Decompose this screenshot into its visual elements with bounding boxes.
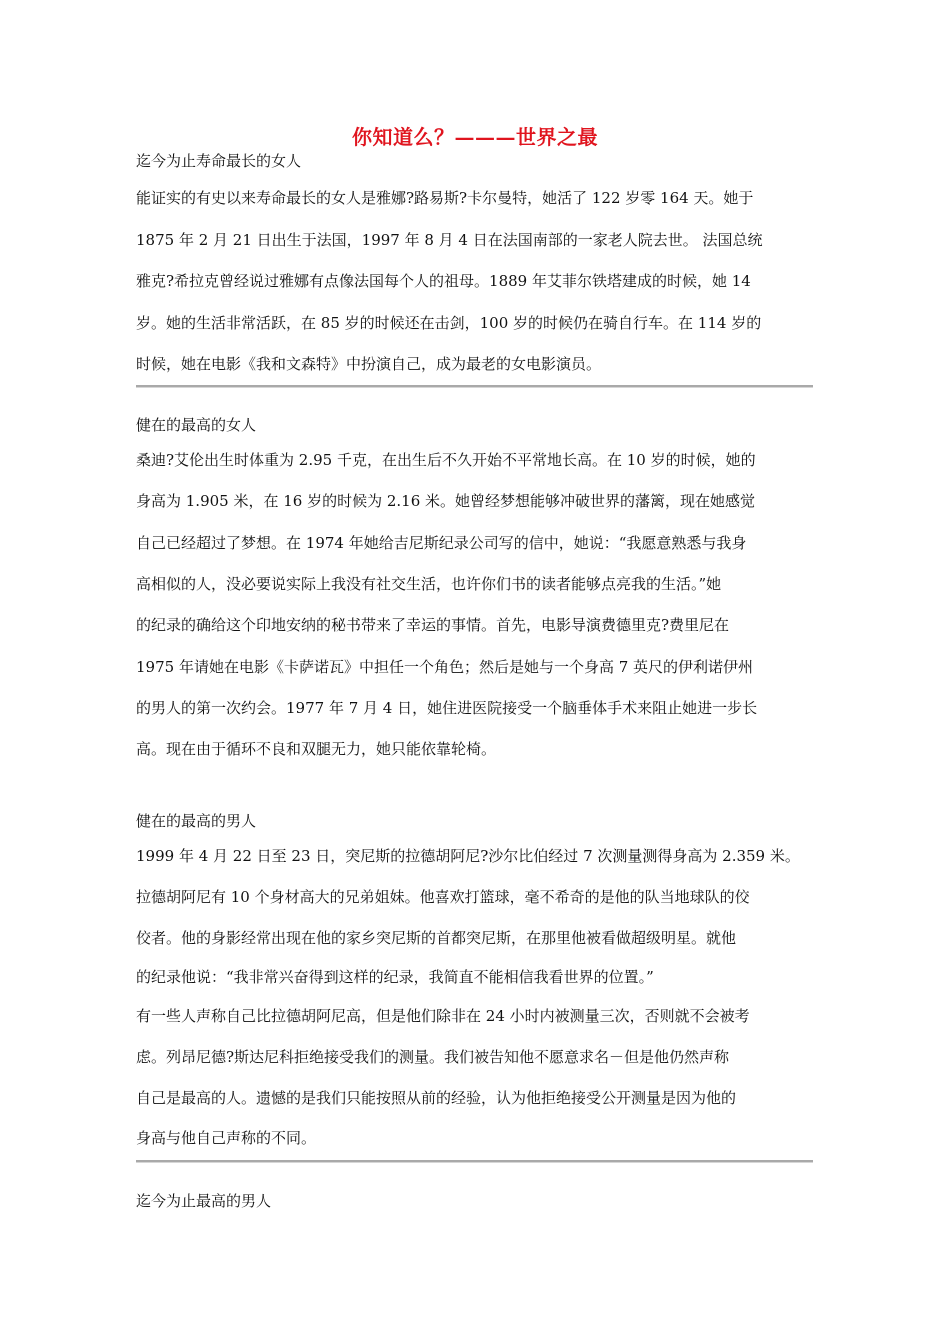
paragraph-line: 1999 年 4 月 22 日至 23 日，突尼斯的拉德胡阿尼?沙尔比伯经过 7 次测量测得身高为 2.359 米。 [136, 847, 800, 865]
paragraph-line: 身高为 1.905 米，在 16 岁的时候为 2.16 米。她曾经梦想能够冲破世界的藩篱，现在她感觉 [136, 492, 756, 510]
paragraph-line: 自己是最高的人。遗憾的是我们只能按照从前的经验，认为他拒绝接受公开测量是因为他的 [136, 1089, 737, 1107]
paragraph-line: 桑迪?艾伦出生时体重为 2.95 千克，在出生后不久开始不平常地长高。在 10 岁的时候，她的 [136, 451, 756, 469]
paragraph-line: 的男人的第一次约会。1977 年 7 月 4 日，她住进医院接受一个脑垂体手术来阻止她进一步长 [136, 699, 758, 717]
paragraph-line: 自己已经超过了梦想。在 1974 年她给吉尼斯纪录公司写的信中，她说：“我愿意熟悉与我身 [136, 534, 747, 552]
paragraph-line: 时候，她在电影《我和文森特》中扮演自己，成为最老的女电影演员。 [136, 355, 602, 373]
section-divider [136, 1160, 813, 1163]
paragraph-line: 高。现在由于循环不良和双腿无力，她只能依靠轮椅。 [136, 740, 497, 758]
section-heading: 迄今为止寿命最长的女人 [136, 152, 302, 170]
paragraph-line: 的纪录他说：“我非常兴奋得到这样的纪录，我简直不能相信我看世界的位置。” [136, 968, 654, 986]
paragraph-line: 岁。她的生活非常活跃，在 85 岁的时候还在击剑，100 岁的时候仍在骑自行车。在 114 岁的 [136, 314, 762, 332]
section-divider [136, 385, 813, 388]
section-heading: 健在的最高的男人 [136, 812, 257, 830]
paragraph-line: 的纪录的确给这个印地安纳的秘书带来了幸运的事情。首先，电影导演费德里克?费里尼在 [136, 616, 730, 634]
paragraph-line: 有一些人声称自己比拉德胡阿尼高，但是他们除非在 24 小时内被测量三次，否则就不会被考 [136, 1007, 750, 1025]
paragraph-line: 1975 年请她在电影《卡萨诺瓦》中担任一个角色；然后是她与一个身高 7 英尺的伊利诺伊州 [136, 658, 754, 676]
section-heading: 迄今为止最高的男人 [136, 1192, 272, 1210]
paragraph-line: 身高与他自己声称的不同。 [136, 1129, 317, 1147]
paragraph-line: 雅克?希拉克曾经说过雅娜有点像法国每个人的祖母。1889 年艾菲尔铁塔建成的时候，她 14 [136, 272, 751, 290]
paragraph-line: 1875 年 2 月 21 日出生于法国，1997 年 8 月 4 日在法国南部的一家老人院去世。 法国总统 [136, 231, 763, 249]
section-heading: 健在的最高的女人 [136, 416, 257, 434]
paragraph-line: 拉德胡阿尼有 10 个身材高大的兄弟姐妹。他喜欢打篮球，毫不希奇的是他的队当地球队的佼 [136, 888, 750, 906]
paragraph-line: 虑。列昂尼德?斯达尼科拒绝接受我们的测量。我们被告知他不愿意求名－但是他仍然声称 [136, 1048, 730, 1066]
paragraph-line: 能证实的有史以来寿命最长的女人是雅娜?路易斯?卡尔曼特，她活了 122 岁零 164 天。她于 [136, 189, 754, 207]
page-title: 你知道么？———世界之最 [352, 125, 598, 149]
paragraph-line: 佼者。他的身影经常出现在他的家乡突尼斯的首都突尼斯，在那里他被看做超级明星。就他 [136, 929, 737, 947]
paragraph-line: 高相似的人，没必要说实际上我没有社交生活，也许你们书的读者能够点亮我的生活。”她 [136, 575, 722, 593]
